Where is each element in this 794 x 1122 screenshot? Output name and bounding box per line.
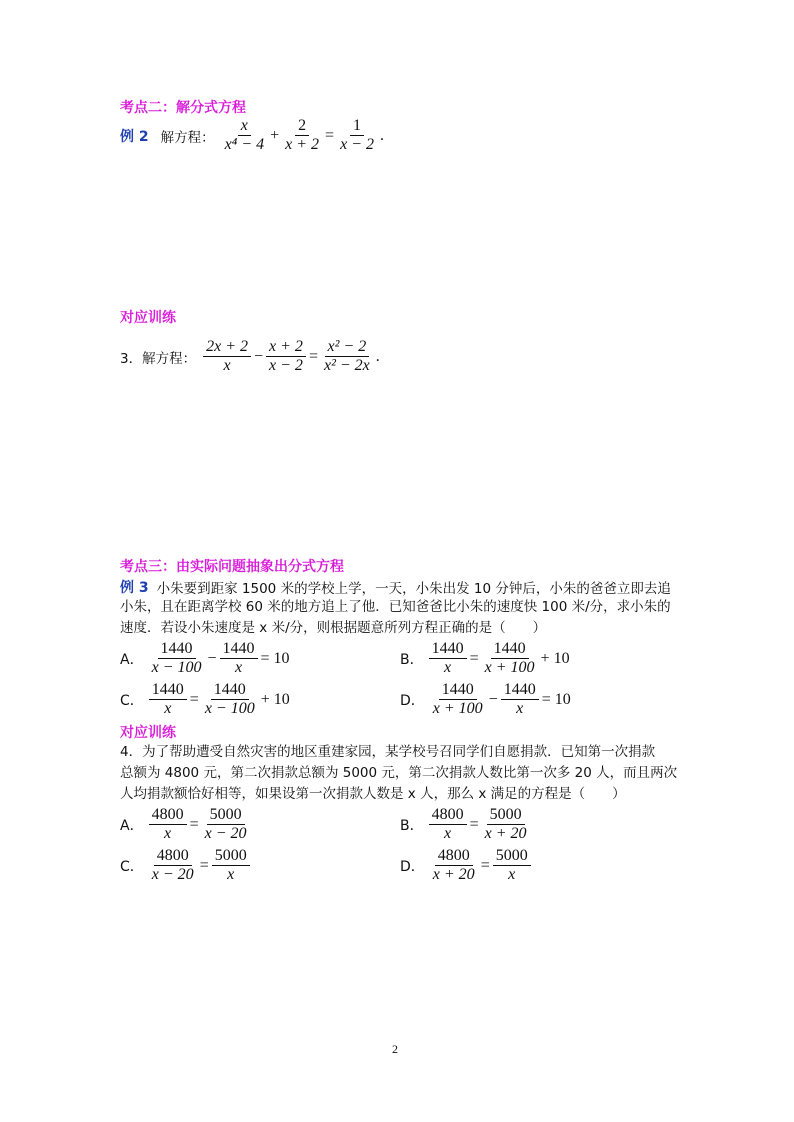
option-label: B． (400, 817, 424, 834)
opt-den: x + 100 (484, 659, 535, 676)
opt-op: = (469, 815, 479, 833)
option-label: B． (400, 651, 424, 668)
example3-line: 小朱要到距家 1500 米的学校上学，一天，小朱出发 10 分钟后，小朱的爸爸立即去追 (156, 580, 671, 597)
opt-num: 1440 (211, 681, 249, 700)
opt-num: 1440 (158, 640, 196, 659)
q3-f3-num: x² − 2 (325, 338, 370, 357)
q4-option-b[interactable] (400, 806, 531, 843)
eq-f2-num: 2 (295, 117, 309, 136)
opt-op: − (207, 649, 217, 667)
opt-op: = (189, 690, 199, 708)
option-label: A． (120, 817, 144, 834)
ex3-option-b[interactable] (400, 640, 572, 677)
eq-op2: = (325, 126, 335, 144)
q3-f3-den: x² − 2x (323, 357, 370, 374)
section2-title: 考点二：解分式方程 (120, 100, 246, 116)
q3-f2-num: x + 2 (266, 338, 306, 357)
opt-den: x − 100 (151, 659, 202, 676)
q4-option-a[interactable] (120, 806, 251, 843)
opt-den: x (164, 700, 172, 717)
opt-num: 4800 (154, 847, 192, 866)
opt-op: − (488, 690, 498, 708)
ex3-option-c[interactable] (120, 681, 292, 718)
opt-num: 1440 (149, 681, 187, 700)
opt-num: 1440 (439, 681, 477, 700)
eq-f3-num: 1 (350, 117, 364, 136)
q3-op2: = (308, 347, 318, 365)
opt-den: x (508, 866, 516, 883)
ex3-option-d[interactable] (400, 681, 573, 718)
opt-op: = (469, 649, 479, 667)
opt-den: x (164, 825, 172, 842)
opt-rest: = 10 (260, 649, 290, 667)
section3-title: 考点三：由实际问题抽象出分式方程 (120, 559, 344, 575)
opt-num: 4800 (149, 806, 187, 825)
example2 (120, 117, 386, 154)
eq-op1: + (270, 126, 280, 144)
opt-op: = (480, 856, 490, 874)
ex3-option-a[interactable] (120, 640, 292, 677)
opt-num: 1440 (220, 640, 258, 659)
opt-num: 5000 (212, 847, 250, 866)
option-label: D． (400, 692, 425, 709)
opt-den: x (227, 866, 235, 883)
q3-f1-den: x (223, 357, 231, 374)
q4-line: 4．为了帮助遭受自然灾害的地区重建家园，某学校号召同学们自愿捐款．已知第一次捐款 (120, 744, 656, 760)
practice-title-2: 对应训练 (120, 310, 176, 326)
question3 (120, 338, 382, 375)
q4-line: 总额为 4800 元，第二次捐款总额为 5000 元，第二次捐款人数比第一次多 20 人，而且两次 (120, 765, 678, 781)
eq-f2-den: x + 2 (285, 136, 320, 153)
example2-prompt: 解方程： (160, 129, 215, 146)
q4-option-c[interactable] (120, 847, 251, 884)
opt-num: 4800 (429, 806, 467, 825)
example2-equation (221, 117, 386, 154)
opt-op: = (189, 815, 199, 833)
opt-rest: + 10 (260, 690, 290, 708)
opt-num: 5000 (487, 806, 525, 825)
q4-option-d[interactable] (400, 847, 532, 884)
eq-end: . (379, 126, 384, 144)
example3-line: 速度．若设小朱速度是 x 米/分，则根据题意所列方程正确的是（ ） (120, 620, 547, 636)
example3 (120, 576, 680, 639)
q3-equation (202, 338, 382, 375)
opt-den: x (444, 659, 452, 676)
opt-num: 1440 (491, 640, 529, 659)
q4-line: 人均捐款额恰好相等，如果设第一次捐款人数是 x 人，那么 x 满足的方程是（ ） (120, 786, 626, 802)
q3-op1: − (254, 347, 264, 365)
opt-num: 1440 (429, 640, 467, 659)
opt-den: x − 20 (151, 866, 194, 883)
q3-f2-den: x − 2 (269, 357, 303, 374)
q3-f1-num: 2x + 2 (203, 338, 251, 357)
opt-den: x + 20 (484, 825, 527, 842)
option-label: A． (120, 651, 144, 668)
eq-f3-den: x − 2 (340, 136, 374, 153)
opt-num: 4800 (435, 847, 473, 866)
opt-rest: = 10 (541, 690, 571, 708)
opt-den: x + 100 (432, 700, 483, 717)
q3-end: . (375, 347, 380, 365)
opt-den: x + 20 (432, 866, 475, 883)
opt-num: 5000 (207, 806, 245, 825)
question4 (120, 742, 680, 805)
example3-line: 小朱，且在距离学校 60 米的地方追上了他．已知爸爸比小朱的速度快 100 米/分，求小朱的 (120, 599, 671, 615)
opt-op: = (199, 856, 209, 874)
page-number: 2 (392, 1042, 398, 1056)
opt-den: x (234, 659, 243, 676)
example2-label: 例 2 (120, 128, 149, 145)
opt-num: 5000 (493, 847, 531, 866)
opt-den: x − 20 (204, 825, 247, 842)
opt-rest: + 10 (540, 649, 570, 667)
opt-num: 1440 (501, 681, 539, 700)
opt-den: x (516, 700, 524, 717)
option-label: C． (120, 858, 144, 875)
option-label: C． (120, 692, 144, 709)
q3-label: 3．解方程： (120, 350, 197, 367)
opt-den: x − 100 (204, 700, 255, 717)
practice-title-3: 对应训练 (120, 725, 176, 741)
option-label: D． (400, 858, 425, 875)
eq-f1-num: x (238, 117, 251, 136)
example3-label: 例 3 (120, 579, 149, 596)
opt-den: x (444, 825, 452, 842)
eq-f1-den: x⁴ − 4 (224, 136, 265, 153)
